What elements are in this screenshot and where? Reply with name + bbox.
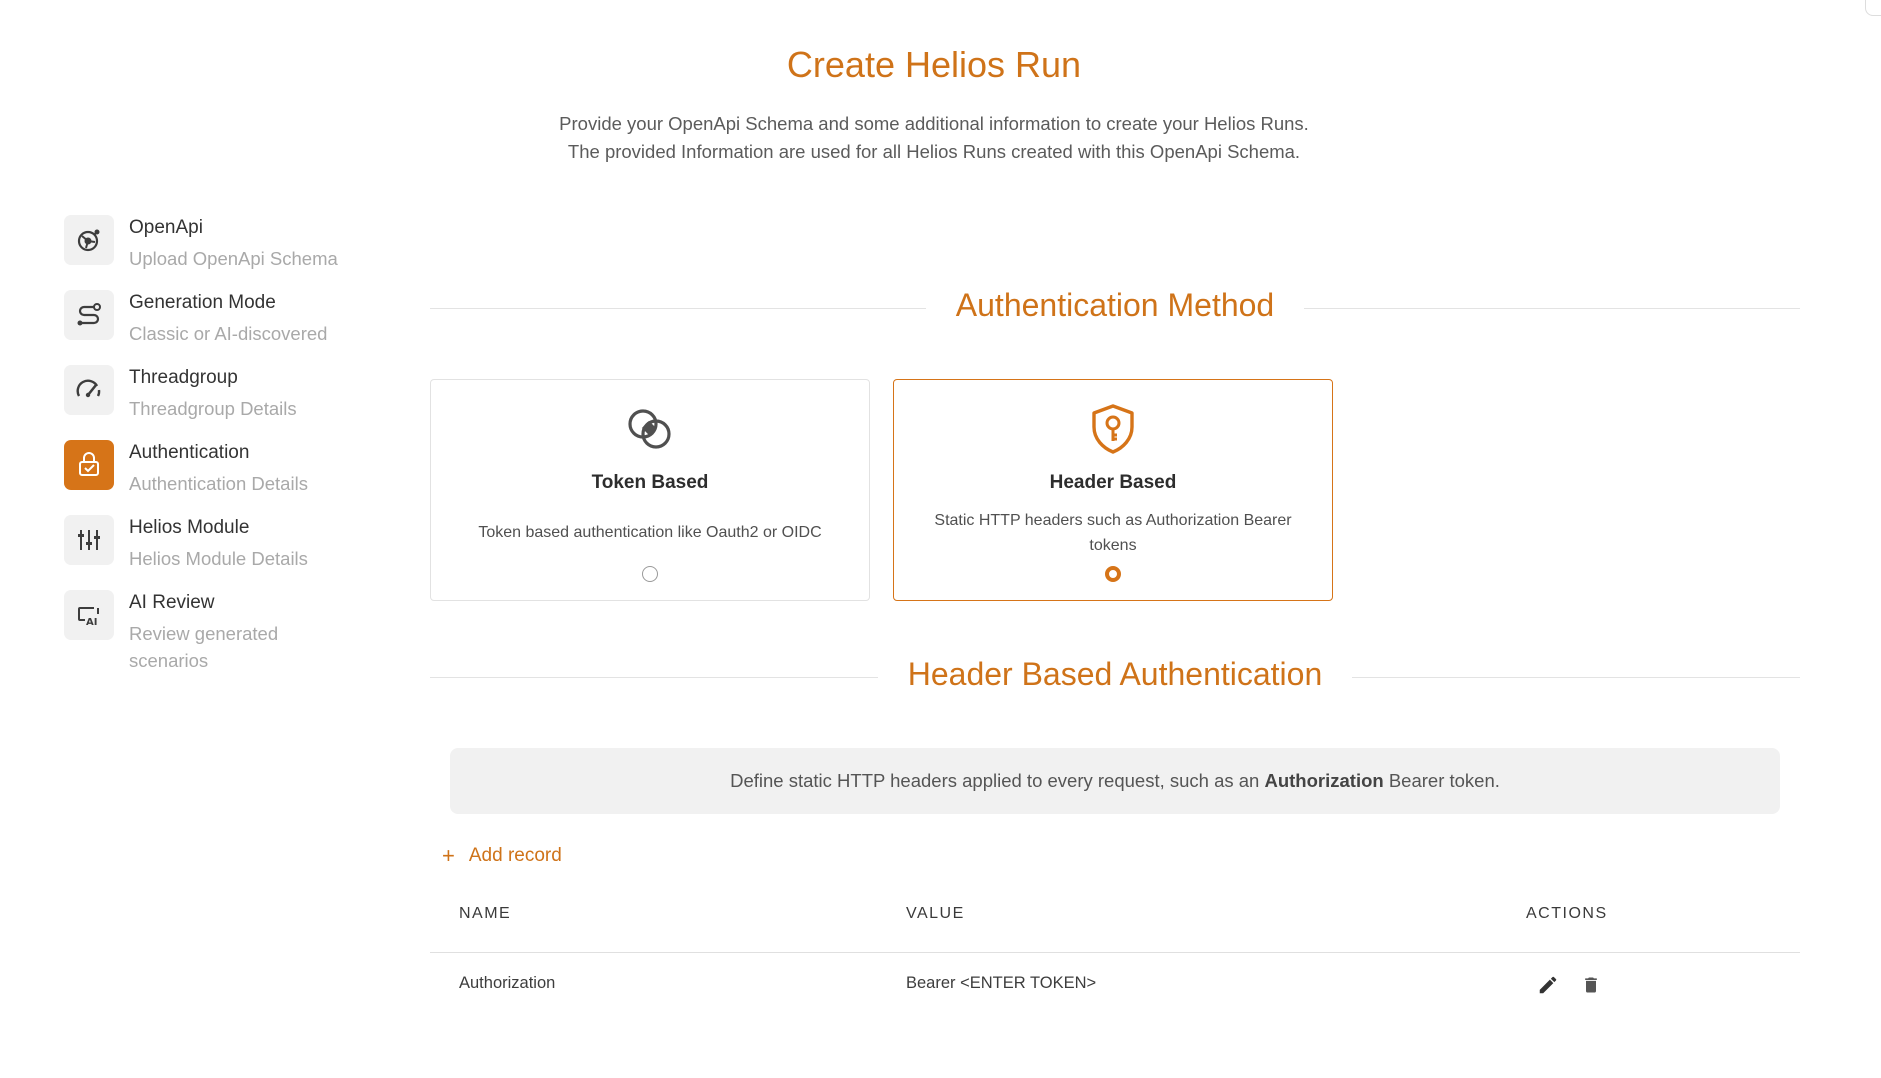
column-header-name: NAME — [459, 905, 512, 922]
info-text-bold: Authorization — [1264, 770, 1384, 791]
row-value-cell: Bearer <ENTER TOKEN> — [906, 974, 1097, 992]
route-icon — [64, 290, 114, 340]
info-box — [450, 748, 1780, 814]
add-record-button[interactable] — [442, 845, 562, 867]
edit-icon[interactable] — [1536, 973, 1560, 997]
auth-method-heading: Authentication Method — [926, 287, 1304, 323]
table-header-divider — [430, 952, 1800, 953]
column-header-actions: ACTIONS — [1526, 905, 1608, 922]
plus-icon: + — [442, 843, 455, 868]
header-auth-section-header — [430, 656, 1800, 696]
info-text-suffix: Bearer token. — [1383, 770, 1500, 791]
step-title: OpenApi — [129, 217, 203, 238]
info-text-prefix: Define static HTTP headers applied to every request, such as an — [730, 770, 1265, 791]
header-based-card[interactable] — [893, 379, 1333, 601]
linked-rings-icon — [431, 402, 869, 456]
subtitle-line-2: The provided Information are used for all Helios Runs created with this OpenApi Schema. — [567, 141, 1301, 162]
auth-method-section-header — [430, 287, 1800, 327]
svg-text:AI: AI — [86, 617, 98, 628]
step-title: Generation Mode — [129, 292, 276, 313]
add-record-label: Add record — [468, 845, 562, 866]
shield-key-icon — [894, 402, 1332, 456]
token-based-radio[interactable] — [642, 566, 658, 582]
column-header-value: VALUE — [906, 905, 965, 922]
step-desc: Upload OpenApi Schema — [129, 248, 338, 269]
subtitle-line-1: Provide your OpenApi Schema and some additional information to create your Helios Runs. — [559, 113, 1309, 134]
row-name-cell: Authorization — [459, 974, 556, 992]
delete-icon[interactable] — [1579, 973, 1603, 997]
card-desc: Token based authentication like Oauth2 or OIDC — [478, 524, 822, 541]
gauge-icon — [64, 365, 114, 415]
header-auth-heading: Header Based Authentication — [878, 656, 1353, 692]
ai-review-icon — [64, 590, 114, 640]
page-subtitle — [0, 110, 1868, 166]
step-title: AI Review — [129, 592, 215, 613]
step-desc: Helios Module Details — [129, 548, 308, 569]
header-based-radio[interactable] — [1105, 566, 1121, 582]
step-desc: Review generated scenarios — [129, 623, 279, 671]
card-title: Header Based — [1049, 472, 1177, 493]
step-title: Threadgroup — [129, 367, 238, 388]
step-desc: Authentication Details — [129, 473, 308, 494]
step-title: Authentication — [129, 442, 250, 463]
token-based-card[interactable] — [430, 379, 870, 601]
step-desc: Threadgroup Details — [129, 398, 297, 419]
sliders-icon — [64, 515, 114, 565]
card-desc: Static HTTP headers such as Authorization Bearer tokens — [934, 512, 1292, 554]
page-title: Create Helios Run — [786, 44, 1082, 85]
step-desc: Classic or AI-discovered — [129, 323, 328, 344]
openapi-icon — [64, 215, 114, 265]
step-title: Helios Module — [129, 517, 250, 538]
card-title: Token Based — [591, 472, 709, 493]
corner-decoration — [1865, 0, 1881, 16]
lock-check-icon — [64, 440, 114, 490]
